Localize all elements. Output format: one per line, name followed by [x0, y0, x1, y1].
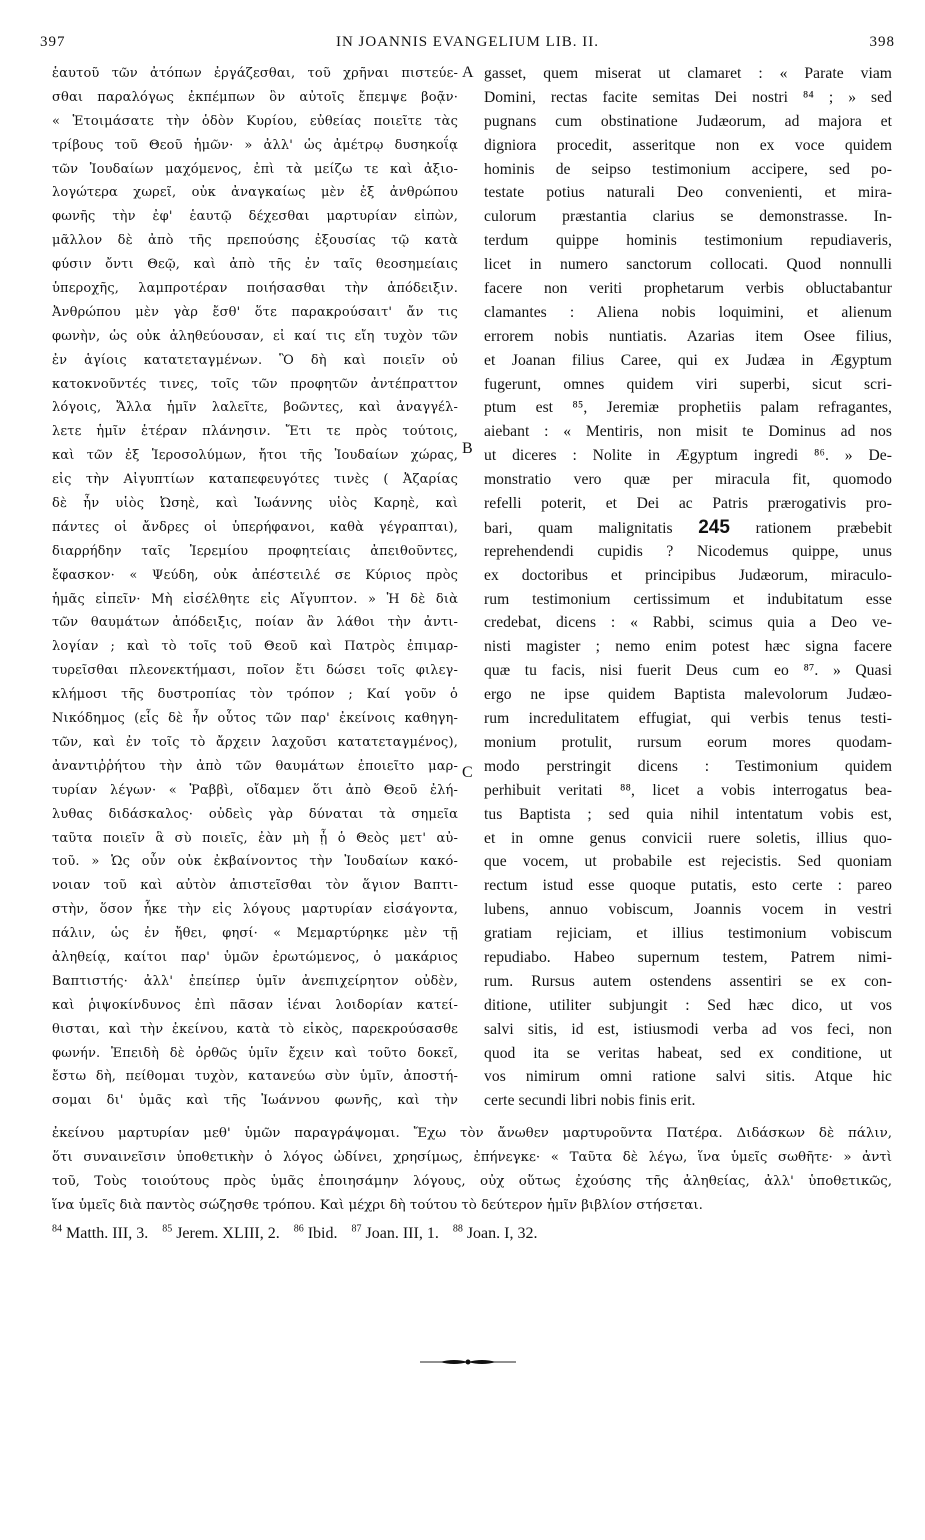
- text-line: tus Baptista ; sed quia nihil intentatum vobis est,: [484, 805, 892, 823]
- text-line: hominis de seipso testimonium accipere, sed po-: [484, 160, 892, 178]
- text-line: ἔστω δὴ, πείθομαι τυχὸν, κατανεύω σὺν ὑμῖν, ἀποστή-: [52, 1069, 458, 1085]
- text-line: aiebant : « Mentiris, non misit te Dominus ad nos: [484, 423, 892, 441]
- text-line: nisti magister ; nemo enim potest hæc signa facere: [484, 638, 892, 656]
- text-line: gratiam rejiciam, et illius testimonium vobiscum: [484, 925, 892, 943]
- text-line: διαρρήδην ταῖς Ἱερεμίου προφητείαις ἀπειθοῦντες,: [52, 543, 458, 559]
- text-line: ὅτι συναινεῖσιν ὑποθετικὴν ὁ λόγος ὠδίνει, χρησίμως, ἐπήνεγκε· « Ταῦτα δὲ λέγω, ἵνα ὑμεῖς σωθῆτε· » ἀντὶ: [52, 1150, 892, 1165]
- text-line: terdum quippe hominis testimonium repudiaveris,: [484, 232, 892, 250]
- text-line: λόγοις, Ἄλλα ἡμῖν λαλεῖτε, βοῶντες, καὶ ἀναγγέλ-: [52, 400, 458, 416]
- page-number-left: 397: [40, 34, 66, 50]
- footnote: [352, 1225, 439, 1242]
- text-line: licet in numero sanctorum collocati. Quod nonnulli: [484, 256, 892, 274]
- text-line: τῶν θαυμάτων ἀπόδειξις, ποίαν ἂν λάθοι τὴν ἀντι-: [52, 615, 458, 631]
- footnote-text: Joan. III, 1.: [361, 1225, 439, 1243]
- text-line: φύσιν ὄντι Θεῷ, καὶ ἀπὸ τῆς ἐν ταῖς θεοσημείαις: [52, 257, 458, 273]
- footnote-number: 84: [52, 1224, 62, 1235]
- text-line: lubens, annuo vobiscum, Joannis vocem in vestri: [484, 901, 892, 919]
- text-line: fugerunt, omnes quidem viri superbi, sicut scri-: [484, 375, 892, 393]
- text-line: et in omne genus convicii ruere soletis, illius quo-: [484, 829, 892, 847]
- text-line: refelli poterit, et Dei ac Patris prærogativis pro-: [484, 495, 892, 513]
- text-line: καὶ ῥιψοκίνδυνος ἐπὶ πᾶσαν ἰέναι λοιδορίαν κατεί-: [52, 997, 458, 1013]
- column-number: 245: [698, 516, 731, 538]
- text-line: salvi sitis, id est, istiusmodi verba ad vos feci, non: [484, 1020, 892, 1038]
- ornament-rule-icon: [420, 1357, 516, 1367]
- footnote-number: 87: [351, 1224, 362, 1235]
- footnote-number: 88: [452, 1224, 463, 1235]
- text-line: quæ tu facis, nisi fuerit Deus cum eo ⁸⁷. » Quasi: [484, 662, 892, 680]
- footnote: [294, 1225, 338, 1242]
- text-line: λογώτερα χωρεῖ, οὐκ ἀναγκαίως μὲν ἐξ ἀνθρώπου: [52, 185, 458, 201]
- text-line: πάντες οἱ ἄνδρες οἱ ὑπερήφανοι, καθὰ γέγραπται),: [52, 519, 458, 535]
- footnote-number: 85: [162, 1224, 173, 1235]
- footnote: [453, 1225, 538, 1242]
- text-line: facere non veriti prophetarum verbis obluctabantur: [484, 280, 892, 298]
- text-line: ἐν ἁγίοις κατατεταγμένων. Ὃ δὴ καὶ ποιεῖν οὐ: [52, 352, 458, 368]
- footnote-number: 86: [293, 1224, 304, 1235]
- text-line: rum. Rursus autem ostendens assentiri se ex con-: [484, 972, 892, 990]
- text-line: errorem nobis nuntiatis. Azarias item Osee filius,: [484, 327, 892, 345]
- text-line: ταῦτα ποιεῖν ἃ σὺ ποιεῖς, ἐὰν μὴ ᾖ ὁ Θεὸς μετ' αὐ-: [52, 830, 458, 846]
- text-line: τῶν, καὶ ἐν τοῖς τὸ ἄρχειν λαχοῦσι κατατεταγμένος),: [52, 734, 458, 750]
- text-line: rum testimonium certissimum et indubitatum esse: [484, 590, 892, 608]
- text-line: culorum præstantia clarius se demonstrasse. In-: [484, 208, 892, 226]
- text-line: modo perstringit dicens : Testimonium quidem: [484, 757, 892, 775]
- text-line: ex doctoribus et principibus Judæorum, miraculo-: [484, 566, 892, 584]
- text-line: quod ita se veritas habeat, sed ex conditione, ut: [484, 1044, 892, 1062]
- text-line: ut diceres : Nolite in Ægyptum ingredi ⁸⁶. » De-: [484, 447, 892, 465]
- text-line: ἀναντιῤῥήτου τὴν ἀπὸ τῶν θαυμάτων ἐποιεῖτο μαρ-: [52, 758, 458, 774]
- text-line: κλήμοσι τῆς δυστροπίας τὸν τρόπον ; Καί γοῦν ὁ: [52, 687, 458, 703]
- text-line: πάλιν, ὡς ἐν ἤθει, φησί· « Μεμαρτύρηκε μὲν τῇ: [52, 926, 458, 942]
- text-line: ergo ne ipse quidem Baptista malevolorum Judæo-: [484, 686, 892, 704]
- greek-closing-paragraph: [52, 1122, 892, 1218]
- text-line: Ἀνθρώπου μὲν γὰρ ἔσθ' ὅτε παρακρούσαιτ' ἄν τις: [52, 304, 458, 320]
- text-line: μᾶλλον δὲ ἀπὸ τῆς πρεπούσης ἐξουσίας τῷ κατὰ: [52, 233, 458, 249]
- text-line: νοιαν τοῦ καὶ αὐτὸν ἀπιστεῖσθαι τὸν ἅγιον Βαπτι-: [52, 878, 458, 894]
- text-line: pugnans cum obstinatione Judæorum, ad majora et: [484, 112, 892, 130]
- footnote: [52, 1225, 148, 1242]
- text-line: rum incredulitatem effugiat, qui verbis tenus testi-: [484, 710, 892, 728]
- footnote: [162, 1225, 280, 1242]
- running-header: [40, 34, 895, 56]
- text-line: τρίβους τοῦ Θεοῦ ἡμῶν· » ἀλλ' ὡς ἀμέτρῳ δυσηκοΐᾳ: [52, 137, 458, 153]
- text-line: τυρεῖσθαι πλεονεκτήμασι, ποῖον ἔτι δώσει τοῖς φιλεγ-: [52, 663, 458, 679]
- text-line: φωνῆς τὴν ἐφ' ἑαυτῷ δέχεσθαι μαρτυρίαν εἰπὼν,: [52, 209, 458, 225]
- text-line: et Joanan filius Caree, qui ex Judæa in Ægyptum: [484, 351, 892, 369]
- running-title: IN JOANNIS EVANGELIUM LIB. II.: [335, 34, 600, 50]
- footnote-text: Ibid.: [303, 1225, 338, 1243]
- text-line: que vocem, ut probabile est rejecistis. Sed quoniam: [484, 853, 892, 871]
- text-line: σομαι δι' ὑμᾶς καὶ τῆς Ἰωάννου φωνῆς, καὶ τὴν: [52, 1093, 458, 1109]
- page-number-right: 398: [869, 34, 895, 50]
- text-line: κατοκνοῦντές τινες, τοῖς τῶν προφητῶν ἀντέπραττον: [52, 376, 458, 392]
- text-line: digniora procedit, asseritque non ex voce quidem: [484, 136, 892, 154]
- text-line: τυρίαν λέγων· « Ῥαββὶ, οἴδαμεν ὅτι ἀπὸ Θεοῦ ἐλή-: [52, 782, 458, 798]
- text-line: credebat, dicens : « Rabbi, scimus quia a Deo ve-: [484, 614, 892, 632]
- latin-column: [484, 62, 892, 1113]
- text-line: monstratio vero quæ per miracula fit, quomodo: [484, 471, 892, 489]
- text-line: ptum est ⁸⁵, Jeremiæ prophetiis palam refragantes,: [484, 399, 892, 417]
- text-line: ἐκείνου μαρτυρίαν μεθ' ὑμῶν παραγράψομαι. Ἔχω τὸν ἄνωθεν μαρτυροῦντα Πατέρα. Διδάσκων δὲ πάλιν,: [52, 1126, 892, 1141]
- text-line: Νικόδημος (εἷς δὲ ἦν οὗτος τῶν παρ' ἐκείνοις καθηγη-: [52, 711, 458, 727]
- text-line: λογίαν ; καὶ τὸ τοῖς τοῦ Θεοῦ καὶ Πατρὸς ἐπιμαρ-: [52, 639, 458, 655]
- text-line: reprehendendi cupidis ? Nicodemus quippe, unus: [484, 542, 892, 560]
- text-line: φωνὴν, ὡς οὐκ ἀληθεύουσαν, εἰ καί τις εἴη τυχὸν τῶν: [52, 328, 458, 344]
- text-line: bari, quam malignitatis 245 rationem præbebit: [484, 516, 892, 538]
- text-line: τοῦ, Τοὺς τοιούτους πρὸς ὑμᾶς ἐποιησάμην λόγους, οὐχ οὕτως ἐχούσης τῆς ἀληθείας, ἀλλ' ὑποθετικῶς,: [52, 1174, 892, 1189]
- footnotes: [52, 1224, 812, 1243]
- text-line: στὴν, ὅσον ἧκε τὴν εἰς λόγους μαρτυρίαν εἰσάγοντα,: [52, 902, 458, 918]
- text-line: ὑπεροχῆς, λαμπροτέραν ποιήσασθαι τὴν ἀπόδειξιν.: [52, 281, 458, 297]
- text-line: testate potius naturali Deo convenienti, et mira-: [484, 184, 892, 202]
- text-line: τῶν Ἰουδαίων μαχόμενος, ἐπὶ τὰ μείζω τε καὶ ἀξιο-: [52, 161, 458, 177]
- text-line: ἀληθείᾳ, καίτοι παρ' ὑμῶν ἐρωτώμενος, ὁ μακάριος: [52, 949, 458, 965]
- footnote-text: Joan. I, 32.: [462, 1225, 538, 1243]
- text-line: ἑαυτοῦ τῶν ἀτόπων ἐργάζεσθαι, τοῦ χρῆναι πιστεύε-: [52, 66, 458, 81]
- text-line: δὲ ἦν υἱὸς Ὠσηὲ, καὶ Ἰωάννης υἱὸς Καρηὲ, καὶ: [52, 496, 458, 512]
- footnote-text: Jerem. XLIII, 2.: [172, 1225, 280, 1243]
- footnote-text: Matth. III, 3.: [62, 1225, 149, 1243]
- margin-marker-c: C: [462, 764, 473, 781]
- text-line: gasset, quem miserat ut clamaret : « Parate viam: [484, 65, 892, 82]
- text-line: certe secundi libri nobis finis erit.: [484, 1092, 696, 1110]
- text-line: λυθας διδάσκαλος· οὐδεὶς γὰρ δύναται τὰ σημεῖα: [52, 806, 458, 822]
- text-line: clamantes : Aliena nobis loquimini, et alienum: [484, 303, 892, 321]
- text-line: monium protulit, rursum eorum mores quodam-: [484, 733, 892, 751]
- margin-marker-a: A: [462, 64, 474, 81]
- text-line: vos nimirum omni ratione salvi sitis. Atque hic: [484, 1068, 892, 1086]
- text-line: « Ἑτοιμάσατε τὴν ὁδὸν Κυρίου, εὐθείας ποιεῖτε τὰς: [52, 113, 458, 129]
- text-line: ἵνα ὑμεῖς διὰ παντὸς σώζησθε τρόπου. Καὶ μέχρι δὴ τούτου τὸ δεύτερον ἡμῖν βιβλίον στήσεται.: [52, 1198, 703, 1213]
- text-line: rectum istud esse quoque putatis, esto certe : pareo: [484, 877, 892, 895]
- margin-marker-b: B: [462, 440, 473, 457]
- text-line: τοῦ. » Ὡς οὖν οὐκ ἐκβαίνοντος τὴν Ἰουδαίων κακό-: [52, 854, 458, 870]
- text-line: θισται, καὶ τὴν ἐκείνου, κατὰ τὸ εἰκὸς, παρεκρούσασθε: [52, 1021, 458, 1037]
- text-line: φωνήν. Ἐπειδὴ δὲ ὀρθῶς ὑμῖν ἔχειν καὶ τοῦτο δοκεῖ,: [52, 1045, 458, 1061]
- text-line: εἰς τὴν Αἰγυπτίων καταπεφευγότες τινὲς ( Ἀζαρίας: [52, 472, 458, 488]
- text-line: ἔφασκον· « Ψεύδη, οὐκ ἀπέστειλέ σε Κύριος πρὸς: [52, 567, 458, 583]
- text-line: καὶ τῶν ἐξ Ἱεροσολύμων, ἤτοι τῆς Ἰουδαίων χώρας,: [52, 448, 458, 464]
- text-line: λετε ἡμῖν ἑτέραν πλάνησιν. Ἔτι τε πρὸς τούτοις,: [52, 424, 458, 440]
- text-line: perhibuit veritati ⁸⁸, licet a vobis interrogatus bea-: [484, 781, 892, 799]
- text-line: σθαι παραλόγως ἐκπέμπων ὃν αὐτοῖς ἔπεμψε βοᾷν·: [52, 89, 458, 105]
- text-line: Βαπτιστής· ἀλλ' ἐπείπερ ὑμῖν ἀνεπιχείρητον οὐδὲν,: [52, 973, 458, 989]
- greek-column: [52, 62, 458, 1113]
- text-line: ditione, utiliter subjungit : Sed hæc dico, ut vos: [484, 996, 892, 1014]
- text-line: ἡμᾶς εἰπεῖν· Μὴ εἰσέλθητε εἰς Αἴγυπτον. » Ἡ δὲ διὰ: [52, 591, 458, 607]
- text-line: Domini, rectas facite semitas Dei nostri ⁸⁴ ; » sed: [484, 88, 892, 106]
- text-line: repudiabo. Habeo supernum testem, Patrem nimi-: [484, 948, 892, 966]
